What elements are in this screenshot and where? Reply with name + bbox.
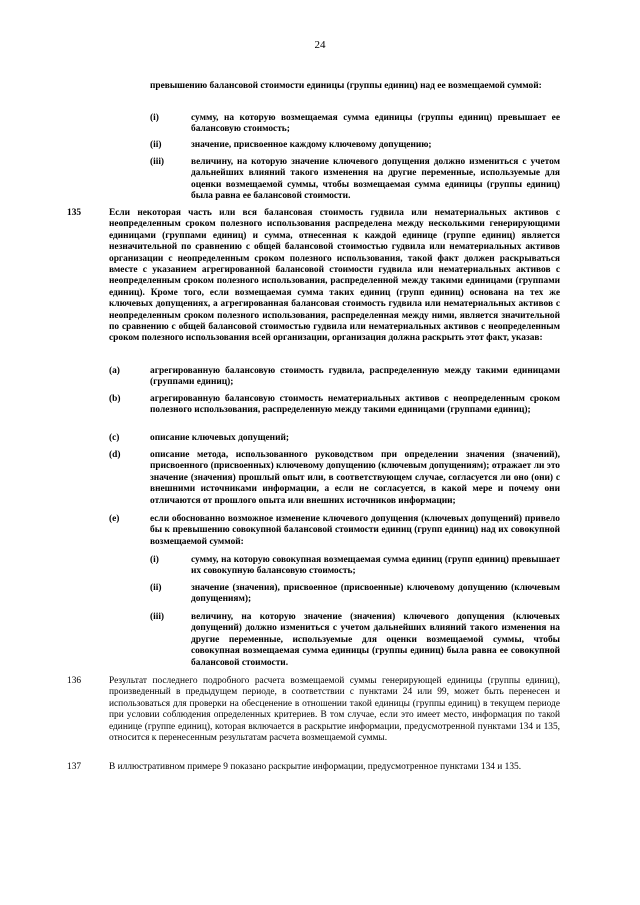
paragraph-136-text: Результат последнего подробного расчета возмещаемой суммы генерирующей единицы (группы единиц), произведенный в предыдущем периоде, в соответствии с пунктами 24 или 99, может быть перенесен и использоваться для проверки на обесценение в отношении такой единицы (группы единиц) в текущем периоде при условии соблюдения определенных критериев. В том случае, если это имеет место, информация по такой единице (группе единиц), которая включается в раскрытие информации, предусмотренной пунктами 134 и 135, относится к перенесенным результатам расчета возмещаемой суммы. [109,676,560,744]
paragraph-number: 137 [67,762,82,772]
intro-item-text: значение, присвоенное каждому ключевому допущению; [191,140,432,150]
intro-item-text: сумму, на которую возмещаемая сумма единицы (группы единиц) превышает ее балансовую стоимость; [191,113,560,135]
sublist-item-marker: (ii) [150,583,162,593]
list-item-text: если обоснованно возможное изменение ключевого допущения (ключевых допущений) привело бы к превышению совокупной балансовой стоимости единиц (групп единиц) над их совокупной возмещаемой суммой: [150,514,560,547]
list-item-text: агрегированную балансовую стоимость нематериальных активов с неопределенным сроком полезного использования, распределенную между такими единицами (группами единиц); [150,394,560,416]
list-item-text: описание метода, использованного руководством при определении значения (значений), присвоенного (присвоенных) ключевому допущению (ключевым допущениям); отражает ли это значение (значения) прошлый опыт или, в соответствующем случае, согласуется ли оно (они) с внешними источниками информации, а если не согласуется, в какой мере и почему они отличаются от прошлого опыта или внешних источников информации; [150,450,560,506]
intro-item-text: величину, на которую значение ключевого допущения должно измениться с учетом дальнейших влияний такого изменения на другие переменные, используемые для оценки возмещаемой суммы, чтобы возмещаемая сумма единицы (группы единиц) была равна ее балансовой стоимости. [191,157,560,202]
sublist-item-text: величину, на которую значение (значения) ключевого допущения (ключевых допущений) должно измениться с учетом дальнейших влияний такого изменения на другие переменные, используемые для оценки возмещаемой суммы, чтобы совокупная возмещаемая сумма единицы (группы единиц) была равна ее совокупной балансовой стоимости. [191,612,560,668]
paragraph-number: 136 [67,676,82,686]
sublist-item-text: значение (значения), присвоенное (присвоенные) ключевому допущению (ключевым допущениям); [191,583,560,605]
intro-item-marker: (i) [150,113,159,123]
list-item-marker: (e) [109,514,120,524]
list-item-text: описание ключевых допущений; [150,433,290,443]
list-item-text: агрегированную балансовую стоимость гудвила, распределенную между такими единицами (группами единиц); [150,366,560,388]
sublist-item-marker: (iii) [150,612,165,622]
list-item-marker: (a) [109,366,120,376]
intro-paragraph: превышению балансовой стоимости единицы (группы единиц) над ее возмещаемой суммой: [150,81,542,91]
intro-item-marker: (iii) [150,157,165,167]
list-item-marker: (c) [109,433,120,443]
list-item-marker: (b) [109,394,121,404]
sublist-item-marker: (i) [150,555,159,565]
intro-item-marker: (ii) [150,140,162,150]
paragraph-135-text: Если некоторая часть или вся балансовая стоимость гудвила или нематериальных активов с неопределенным сроком полезного использования распределена между несколькими генерирующими единицами (группами единиц) и сумма, отнесенная к каждой единице (группе единиц) является незначительной по сравнению с общей балансовой стоимостью гудвила или нематериальных активов организации с неопределенным сроком полезного использования, такой факт должен раскрываться вместе с указанием агрегированной балансовой стоимости гудвила или нематериальных активов с неопределенным сроком полезного использования, распределенной между такими единицами (группами единиц). Кроме того, если возмещаемая сумма таких единиц (групп единиц) основана на тех же ключевых допущениях, а агрегированная балансовая стоимость гудвила или нематериальных активов с неопределенным сроком полезного использования, распределенная между ними, является значительной по сравнению с общей балансовой стоимостью гудвила или нематериальных активов с неопределенным сроком полезного использования всей организации, организация должна раскрыть этот факт, указав: [109,208,560,344]
sublist-item-text: сумму, на которую совокупная возмещаемая сумма единиц (групп единиц) превышает их совокупную балансовую стоимость; [191,555,560,577]
paragraph-number: 135 [67,208,82,218]
list-item-marker: (d) [109,450,121,460]
paragraph-137-text: В иллюстративном примере 9 показано раскрытие информации, предусмотренное пунктами 134 и 135. [109,762,522,772]
page-number: 24 [314,39,326,51]
